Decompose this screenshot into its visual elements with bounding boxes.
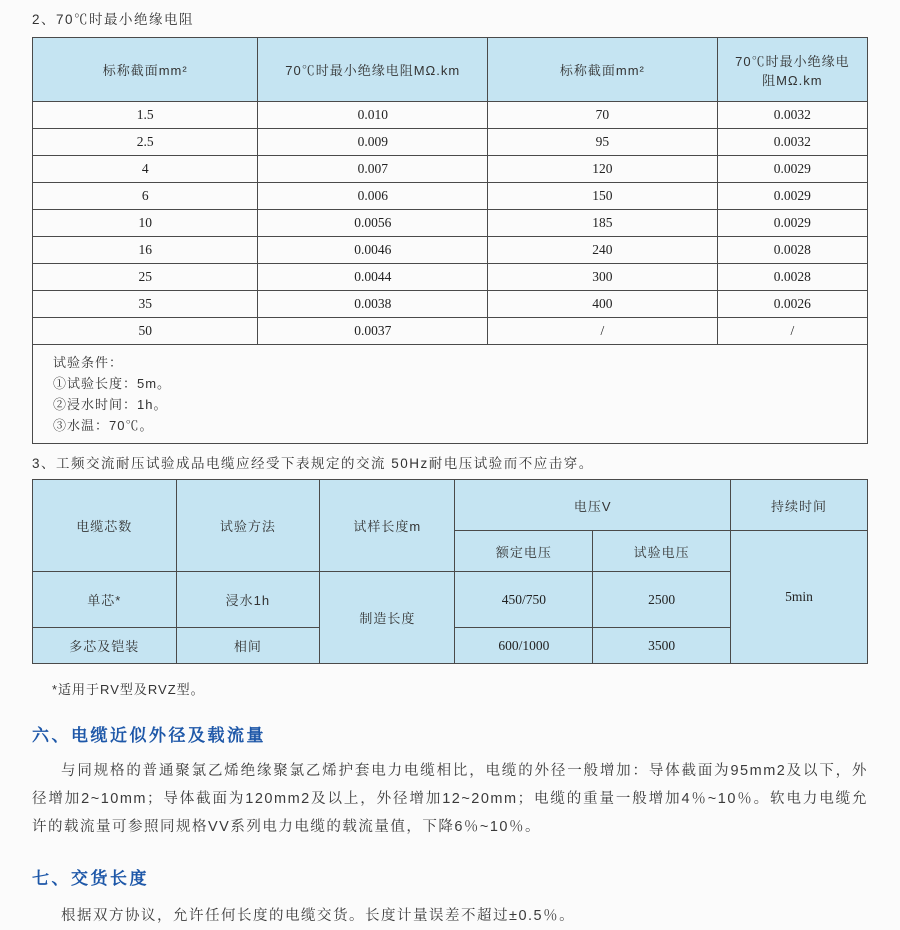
t1-cell: 150 bbox=[488, 183, 718, 210]
t1-cell: 0.0029 bbox=[717, 183, 867, 210]
insulation-resistance-table bbox=[32, 37, 868, 444]
t1-cell: 95 bbox=[488, 129, 718, 156]
t1-cell: 0.0032 bbox=[717, 129, 867, 156]
t1-header-nominal-section-right: 标称截面mm² bbox=[488, 38, 718, 102]
t1-row bbox=[33, 210, 868, 237]
t1-row bbox=[33, 129, 868, 156]
t1-cell: 0.007 bbox=[258, 156, 488, 183]
t2-cell-rated: 600/1000 bbox=[455, 628, 593, 664]
t1-row bbox=[33, 291, 868, 318]
t1-cell: 1.5 bbox=[33, 102, 258, 129]
t1-cell: 4 bbox=[33, 156, 258, 183]
t1-header-row bbox=[33, 38, 868, 102]
section3-text: 3、工频交流耐压试验成品电缆应经受下表规定的交流 50Hz耐电压试验而不应击穿。 bbox=[32, 456, 594, 471]
test-conditions-cell bbox=[33, 345, 868, 444]
t1-cell: 0.0029 bbox=[717, 210, 867, 237]
t1-cell: 6 bbox=[33, 183, 258, 210]
t1-row bbox=[33, 264, 868, 291]
t1-header-nominal-section-left: 标称截面mm² bbox=[33, 38, 258, 102]
t2-cell-rated: 450/750 bbox=[455, 572, 593, 628]
table2-footnote: *适用于RV型及RVZ型。 bbox=[52, 682, 205, 697]
section6-heading: 六、电缆近似外径及载流量 bbox=[32, 726, 266, 745]
t2-cell-cores: 单芯* bbox=[33, 572, 177, 628]
t1-cell: 70 bbox=[488, 102, 718, 129]
t2-cell-test: 3500 bbox=[593, 628, 731, 664]
t1-cell: 0.0038 bbox=[258, 291, 488, 318]
t1-cell: 0.010 bbox=[258, 102, 488, 129]
t2-duration-value: 5min bbox=[731, 531, 868, 664]
t2-cell-test: 2500 bbox=[593, 572, 731, 628]
t2-header-method: 试验方法 bbox=[176, 480, 320, 572]
t2-header-row-1 bbox=[33, 480, 868, 531]
t1-cell: 120 bbox=[488, 156, 718, 183]
t1-cell: 25 bbox=[33, 264, 258, 291]
t1-cell: 300 bbox=[488, 264, 718, 291]
t2-header-sample-length: 试样长度m bbox=[320, 480, 455, 572]
t1-cell: 0.0026 bbox=[717, 291, 867, 318]
section7-heading: 七、交货长度 bbox=[32, 869, 149, 888]
test-condition-length: ①试验长度：5m。 bbox=[53, 376, 172, 391]
t1-cell: / bbox=[488, 318, 718, 345]
t1-cell: 0.0028 bbox=[717, 264, 867, 291]
t1-cell: 35 bbox=[33, 291, 258, 318]
t1-cell: 0.0029 bbox=[717, 156, 867, 183]
t1-cell: 240 bbox=[488, 237, 718, 264]
section2-title: 2、70℃时最小绝缘电阻 bbox=[32, 12, 195, 27]
section7-paragraph: 根据双方协议，允许任何长度的电缆交货。长度计量误差不超过±0.5％。 bbox=[61, 908, 576, 924]
t1-cell: 16 bbox=[33, 237, 258, 264]
t1-cell: / bbox=[717, 318, 867, 345]
t1-cell: 0.0032 bbox=[717, 102, 867, 129]
t1-row bbox=[33, 102, 868, 129]
t1-cell: 0.0037 bbox=[258, 318, 488, 345]
t1-cell: 0.006 bbox=[258, 183, 488, 210]
test-condition-temperature: ③水温：70℃。 bbox=[53, 418, 154, 433]
t1-row bbox=[33, 318, 868, 345]
voltage-test-table bbox=[32, 479, 868, 664]
t2-cell-cores: 多芯及铠装 bbox=[33, 628, 177, 664]
t1-cell: 0.0044 bbox=[258, 264, 488, 291]
t1-cell: 0.0056 bbox=[258, 210, 488, 237]
t1-cell: 50 bbox=[33, 318, 258, 345]
t1-cell: 10 bbox=[33, 210, 258, 237]
t2-header-test-voltage: 试验电压 bbox=[593, 531, 731, 572]
t1-row bbox=[33, 237, 868, 264]
t1-header-min-resistance-left: 70℃时最小绝缘电阻MΩ.km bbox=[258, 38, 488, 102]
t1-cell: 400 bbox=[488, 291, 718, 318]
t1-row bbox=[33, 156, 868, 183]
test-condition-immersion: ②浸水时间：1h。 bbox=[53, 397, 168, 412]
t1-notes-row bbox=[33, 345, 868, 444]
t1-header-min-resistance-right: 70℃时最小绝缘电阻MΩ.km bbox=[717, 38, 867, 102]
t2-header-voltage-group: 电压V bbox=[455, 480, 731, 531]
section6-paragraph: 与同规格的普通聚氯乙烯绝缘聚氯乙烯护套电力电缆相比，电缆的外径一般增加：导体截面为95mm2及以下，外径增加2~10mm；导体截面为120mm2及以上，外径增加12~20mm；电缆的重量一般增加4％~10％。软电力电缆允许的载流量可参照同规格VV系列电力电缆的载流量值，下降6％~10％。 bbox=[32, 763, 868, 835]
t1-row bbox=[33, 183, 868, 210]
t2-cell-method: 浸水1h bbox=[176, 572, 320, 628]
t2-header-duration: 持续时间 bbox=[731, 480, 868, 531]
t1-cell: 0.0046 bbox=[258, 237, 488, 264]
t2-header-rated-voltage: 额定电压 bbox=[455, 531, 593, 572]
t1-cell: 185 bbox=[488, 210, 718, 237]
t1-cell: 0.0028 bbox=[717, 237, 867, 264]
t1-cell: 0.009 bbox=[258, 129, 488, 156]
t1-cell: 2.5 bbox=[33, 129, 258, 156]
t2-cell-method: 相间 bbox=[176, 628, 320, 664]
t2-header-cores: 电缆芯数 bbox=[33, 480, 177, 572]
t2-manufacture-length: 制造长度 bbox=[320, 572, 455, 664]
test-conditions-title: 试验条件： bbox=[53, 355, 124, 370]
